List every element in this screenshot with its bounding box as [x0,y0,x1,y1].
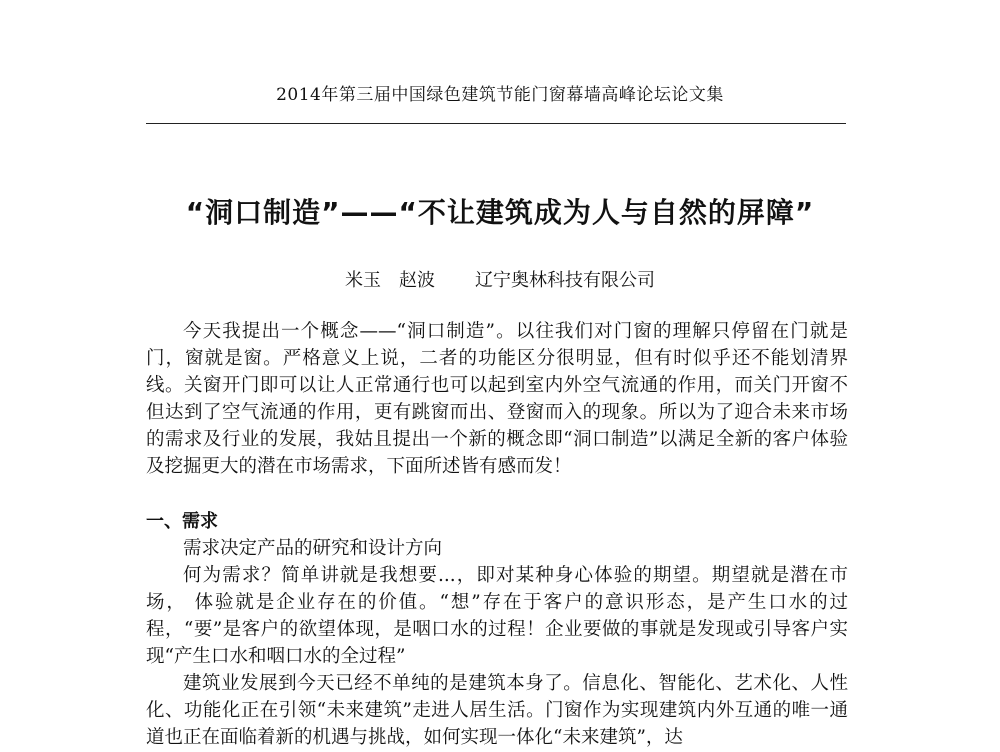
author-affiliation: 辽宁奥林科技有限公司 [475,270,655,291]
article-title: “洞口制造”——“不让建筑成为人与自然的屏障” [185,196,815,229]
running-header: 2014年第三届中国绿色建筑节能门窗幕墙高峰论坛论文集 [276,85,724,105]
intro-paragraph: 今天我提出一个概念——“洞口制造”。以往我们对门窗的理解只停留在门就是门，窗就是窗。严格意义上说，二者的功能区分很明显，但有时似乎还不能划清界线。关窗开门即可以让人正常通行也可以起到室内外空气流通的作用，而关门开窗不但达到了空气流通的作用，更有跳窗而出、登窗而入的现象。所以为了迎合未来市场的需求及行业的发展，我姑且提出一个新的概念即“洞口制造”以满足全新的客户体验及挖掘更大的潜在市场需求，下面所述皆有感而发！ [146,321,848,477]
body-paragraph: 建筑业发展到今天已经不单纯的是建筑本身了。信息化、智能化、艺术化、人性化、功能化正在引领“未来建筑”走进人居生活。门窗作为实现建筑内外互通的唯一通道也正在面临着新的机遇与挑战，如何实现一体化“未来建筑”，达 [146,673,848,748]
intro-block [146,318,848,480]
section-heading: 一、需求 [146,511,218,532]
header-divider [146,123,846,124]
author-line [0,266,1000,292]
section-body [146,535,848,751]
body-paragraph: 何为需求？简单讲就是我想要...，即对某种身心体验的期望。期望就是潜在市场， 体验就是企业存在的价值。“想”存在于客户的意识形态，是产生口水的过程，“要”是客户的欲望体现，是咽口水的过程！企业要做的事就是发现或引导客户实现“产生口水和咽口水的全过程” [146,565,848,667]
section-subheading: 需求决定产品的研究和设计方向 [183,538,443,559]
author-name: 赵波 [399,270,435,291]
author-name: 米玉 [345,270,381,291]
